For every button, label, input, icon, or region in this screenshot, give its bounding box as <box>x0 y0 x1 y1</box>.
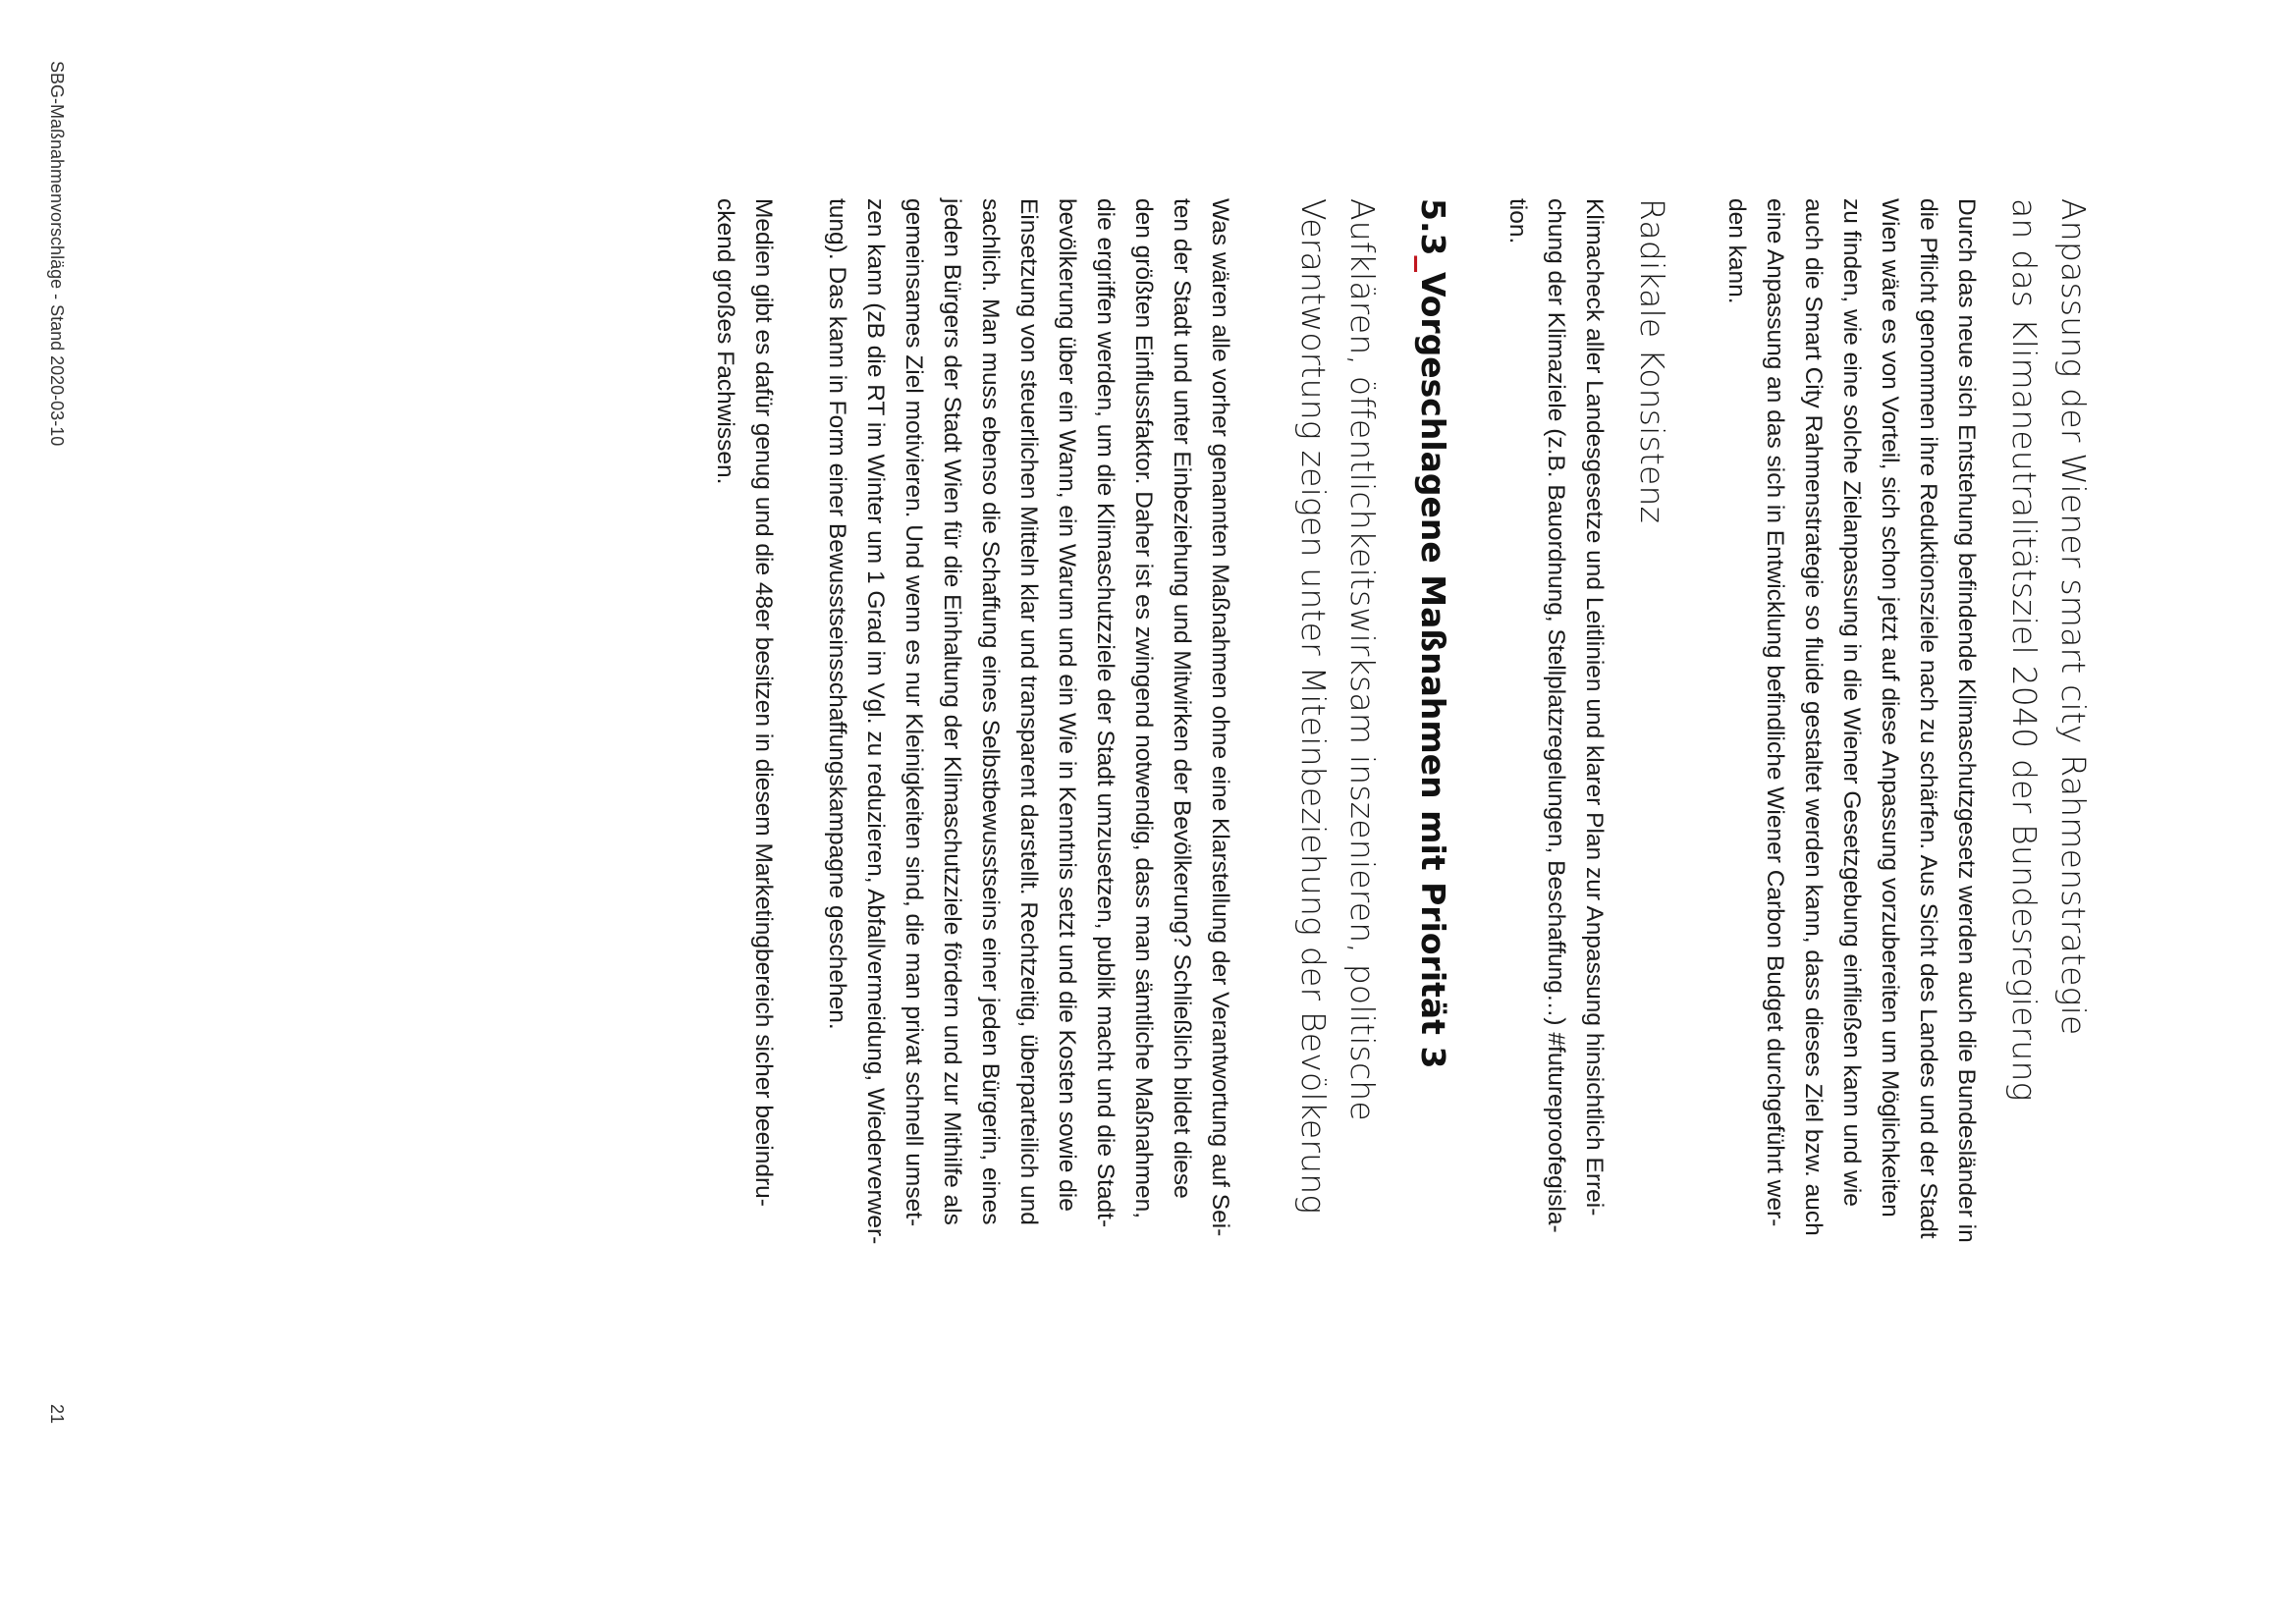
section-heading-aufklaeren <box>1288 198 1387 1504</box>
text-line: die ergriffen werden, um die Klimaschutzziele der Stadt umzusetzen, publik macht und die Stadt- <box>1092 198 1119 1228</box>
chapter-marker: _ <box>1414 255 1452 272</box>
section-heading-smart-city <box>1999 198 2098 1504</box>
heading-line: Verantwortung zeigen unter Miteinbeziehung der Bevölkerung <box>1294 198 1333 1215</box>
text-line: Klimacheck aller Landesgesetze und Leitlinien und klarer Plan zur Anpassung hinsichtlich Errei- <box>1581 198 1608 1217</box>
paragraph-aufklaeren <box>818 198 1239 1504</box>
text-line: auch die Smart City Rahmenstrategie so fluide gestaltet werden kann, dass dieses Ziel bzw. auch <box>1800 198 1827 1236</box>
footer-document-title: SBG-Maßnahmenvorschläge - Stand 2020-03-10 <box>47 61 67 447</box>
chapter-heading <box>1408 198 1457 1504</box>
text-line: den kann. <box>1723 198 1750 304</box>
text-line: bevölkerung über ein Wann, ein Warum und ein Wie in Kenntnis setzt und die Kosten sowie die <box>1054 198 1080 1212</box>
text-line: ten der Stadt und unter Einbeziehung und Mitwirken der Bevölkerung? Schließlich bildet diese <box>1169 198 1195 1199</box>
text-line: die Pflicht genommen ihre Reduktionsziele nach zu schärfen. Aus Sicht des Landes und der Stadt <box>1915 198 1941 1239</box>
text-line: ckend großes Fachwissen. <box>712 198 738 485</box>
text-line: tung). Das kann in Form einer Bewusstseinsschaffungskampagne geschehen. <box>824 198 850 1030</box>
text-line: chung der Klimaziele (z.B. Bauordnung, Stellplatzregelungen, Beschaffung…) #futureproofegisla- <box>1543 198 1569 1233</box>
text-line: eine Anpassung an das sich in Entwicklung befindliche Wiener Carbon Budget durchgeführt wer- <box>1762 198 1788 1227</box>
spacer <box>1457 198 1499 1504</box>
heading-line: Anpassung der Wiener smart city Rahmenstrategie <box>2054 198 2093 1036</box>
text-line: gemeinsames Ziel motivieren. Und wenn es nur Kleinigkeiten sind, die man privat schnell umset- <box>901 198 927 1227</box>
text-line: jeden Bürgers der Stadt Wien für die Einhaltung der Klimaschutzziele fördern und zur Mithilfe als <box>939 198 965 1225</box>
chapter-title: Vorgeschlagene Maßnahmen mit Priorität 3 <box>1414 271 1452 1069</box>
text-line: Wien wäre es von Vorteil, sich schon jetzt auf diese Anpassung vorzubereiten um Möglichkeiten <box>1877 198 1903 1218</box>
text-line: tion. <box>1504 198 1531 244</box>
text-line: sachlich. Man muss ebenso die Schaffung eines Selbstbewusstseins einer jeden Bürgerin, eines <box>977 198 1004 1225</box>
text-line: zen kann (zB die RT im Winter um 1 Grad im Vgl. zu reduzieren, Abfallvermeidung, Wiederverwer- <box>862 198 889 1245</box>
paragraph-konsistenz <box>1499 198 1613 1504</box>
paragraph-medien <box>706 198 783 1504</box>
spacer <box>1676 198 1718 1504</box>
paragraph-smart-city <box>1718 198 1986 1504</box>
text-line: zu finden, wie eine solche Zielanpassung in die Wiener Gesetzgebung einfließen kann und wie <box>1838 198 1865 1207</box>
footer-page-number: 21 <box>47 1404 67 1425</box>
page-content <box>706 198 2098 1504</box>
text-line: Medien gibt es dafür genug und die 48er besitzen in diesem Marketingbereich sicher beeindru- <box>750 198 777 1207</box>
text-line: Was wären alle vorher genannten Maßnahmen ohne eine Klarstellung der Verantwortung auf Sei- <box>1207 198 1233 1237</box>
text-line: Durch das neue sich Entstehung befindende Klimaschutzgesetz werden auch die Bundesländer in <box>1953 198 1980 1243</box>
section-heading-konsistenz <box>1627 198 1676 1504</box>
spacer <box>783 198 818 1504</box>
heading-line: an das Klimaneutralitätsziel 2040 der Bundesregierung <box>2005 198 2044 1102</box>
text-line: Einsetzung von steuerlichen Mitteln klar und transparent darstellt. Rechtzeitig, überparteilich und <box>1015 198 1042 1225</box>
chapter-number: 5.3 <box>1414 198 1452 256</box>
heading-line: Aufklären, öffentlichkeitswirksam inszenieren, politische <box>1343 198 1382 1121</box>
heading-line: Radikale Konsistenz <box>1633 198 1671 524</box>
spacer <box>1239 198 1275 1504</box>
text-line: den größten Einflussfaktor. Daher ist es zwingend notwendig, dass man sämtliche Maßnahmen, <box>1130 198 1157 1219</box>
